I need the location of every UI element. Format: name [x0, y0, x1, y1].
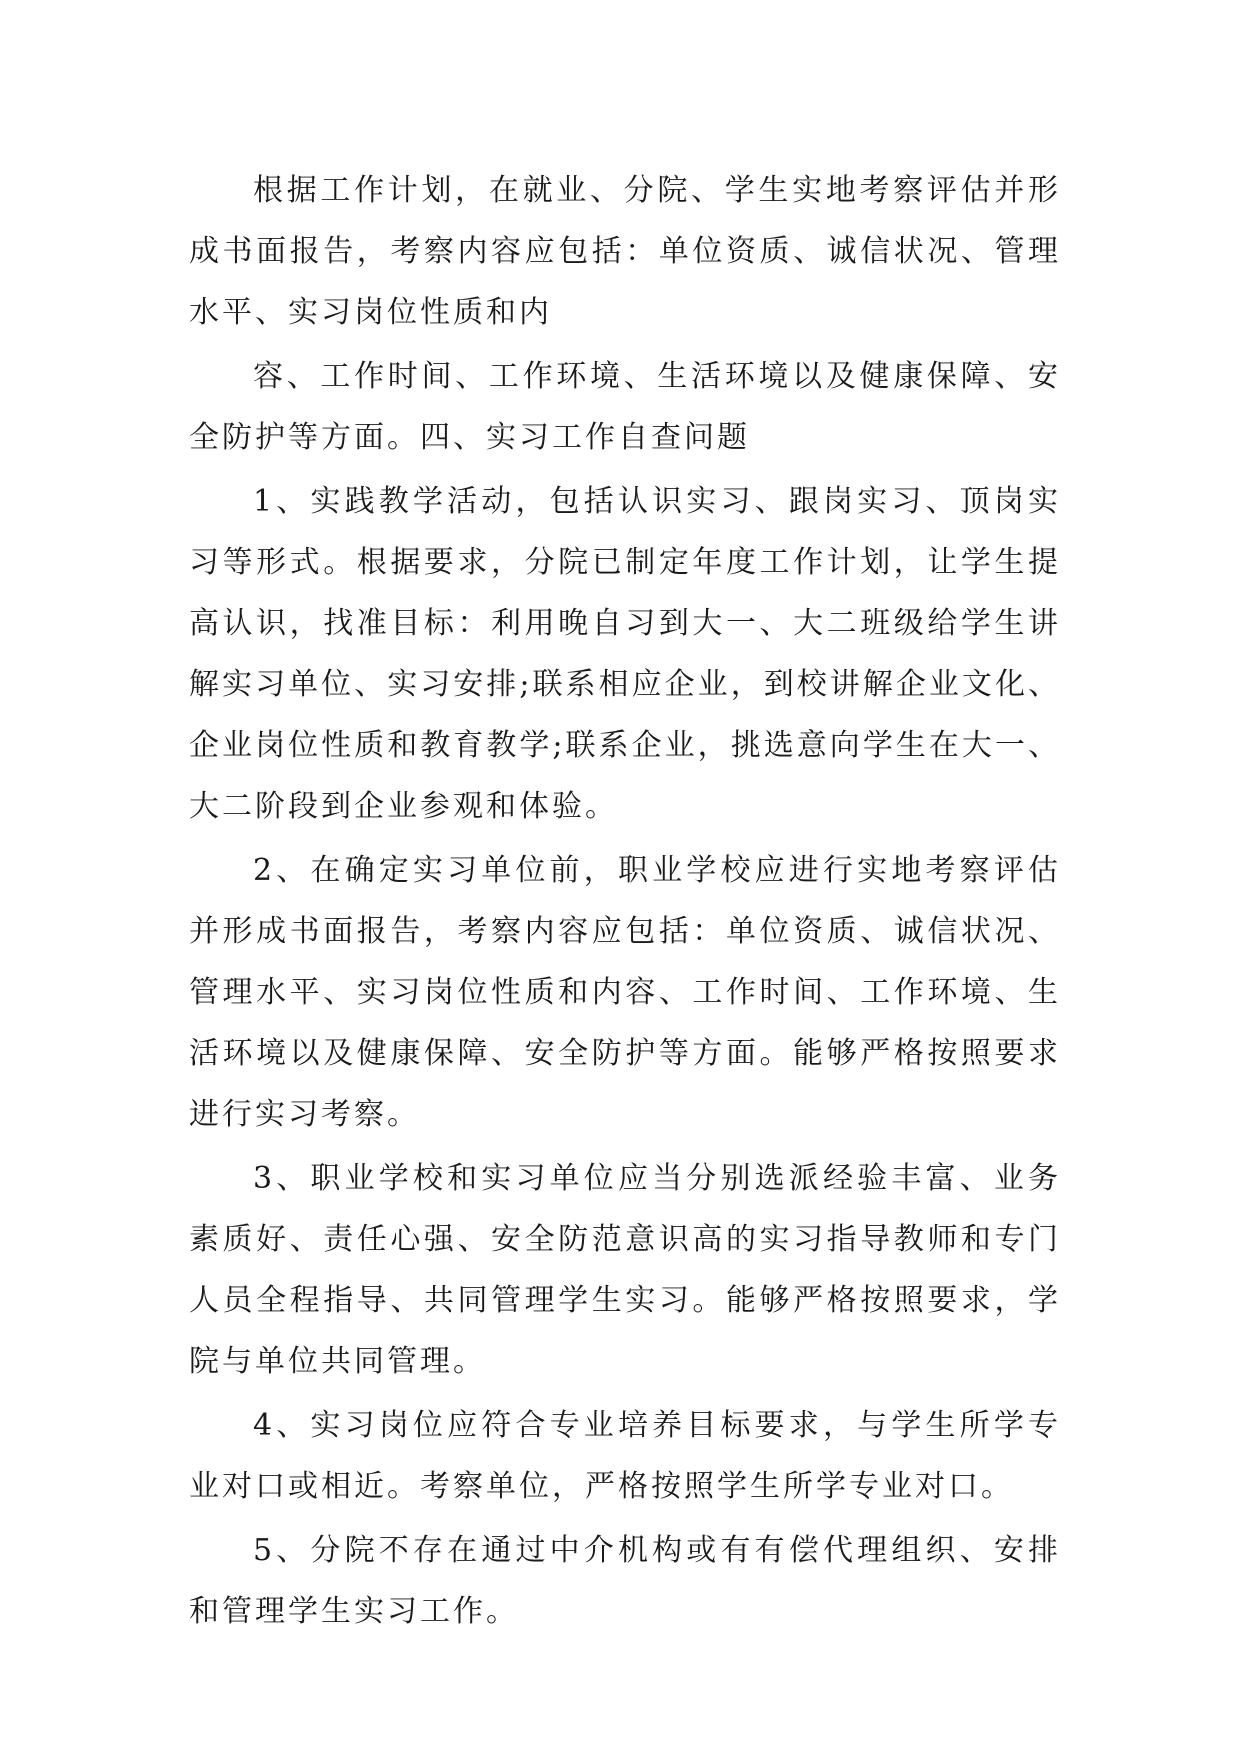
paragraph-item-1: 1、实践教学活动，包括认识实习、跟岗实习、顶岗实习等形式。根据要求，分院已制定年度工作计划，让学生提高认识，找准目标：利用晚自习到大一、大二班级给学生讲解实习单位、实习安排;联系相应企业，到校讲解企业文化、企业岗位性质和教育教学;联系企业，挑选意向学生在大一、大二阶段到企业参观和体验。: [189, 484, 1061, 824]
document-body: [189, 160, 1061, 1645]
paragraph-item-5: 5、分院不存在通过中介机构或有有偿代理组织、安排和管理学生实习工作。: [189, 1533, 1061, 1629]
paragraph-inspection-plan: 根据工作计划，在就业、分院、学生实地考察评估并形成书面报告，考察内容应包括：单位资质、诚信状况、管理水平、实习岗位性质和内: [189, 173, 1061, 330]
paragraph-item-4: 4、实习岗位应符合专业培养目标要求，与学生所学专业对口或相近。考察单位，严格按照学生所学专业对口。: [189, 1408, 1061, 1504]
paragraph-item-3: 3、职业学校和实习单位应当分别选派经验丰富、业务素质好、责任心强、安全防范意识高的实习指导教师和专门人员全程指导、共同管理学生实习。能够严格按照要求，学院与单位共同管理。: [189, 1161, 1061, 1379]
paragraph-inspection-scope: 容、工作时间、工作环境、生活环境以及健康保障、安全防护等方面。四、实习工作自查问题: [189, 359, 1061, 455]
paragraph-item-2: 2、在确定实习单位前，职业学校应进行实地考察评估并形成书面报告，考察内容应包括：单位资质、诚信状况、管理水平、实习岗位性质和内容、工作时间、工作环境、生活环境以及健康保障、安全防护等方面。能够严格按照要求进行实习考察。: [189, 853, 1061, 1132]
